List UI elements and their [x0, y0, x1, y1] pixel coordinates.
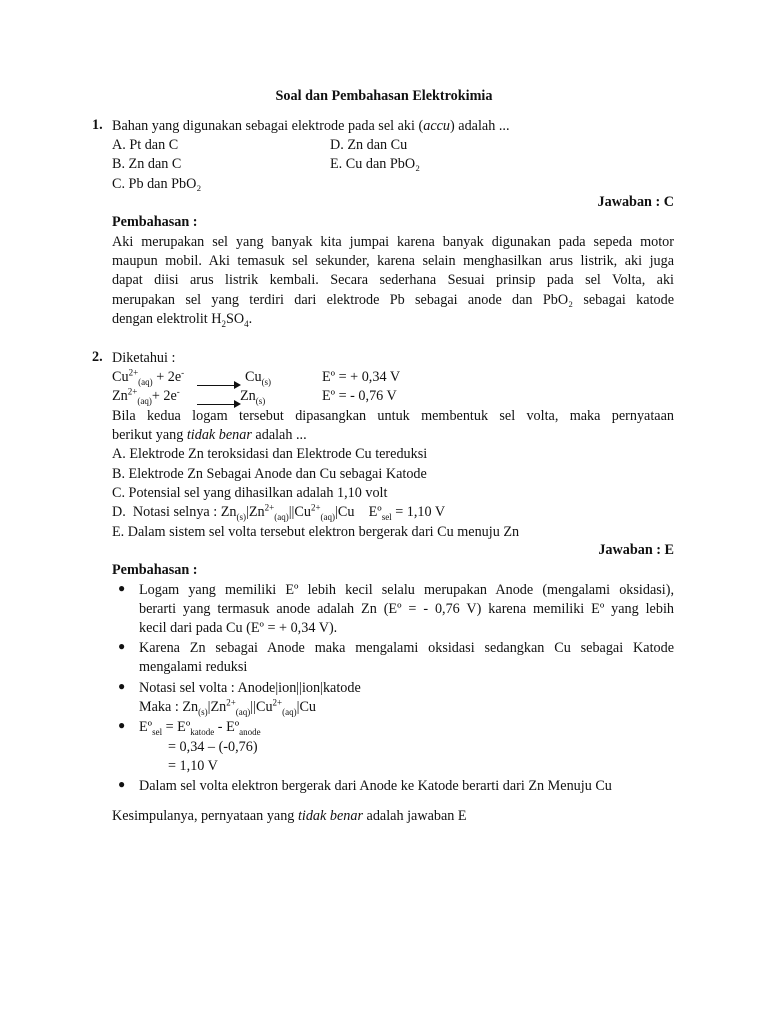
q1-number: 1.	[92, 117, 103, 133]
bullet-icon: ●	[118, 718, 126, 732]
bullet-icon: ●	[118, 777, 126, 791]
q1-option-d: D. Zn dan Cu	[330, 137, 408, 153]
q2-reaction-cu-left: $Cu^{2+}_{(aq)} + 2e^-$	[112, 367, 185, 387]
q2-bullet2-line: mengalami reduksi	[139, 659, 248, 675]
q2-reaction-cu-right: $Cu_{(s)}$	[245, 369, 272, 387]
q2-conclusion-end: adalah jawaban E	[366, 808, 467, 824]
q2-reaction-cu-potential: Eº = + 0,34 V	[322, 369, 401, 385]
q1-discussion-line: dapat diisi arus listrik kembali. Secara sederhana Sesuai prinsip pada sel Volta, aki	[112, 272, 674, 288]
bullet-icon: ●	[118, 581, 126, 595]
q2-bullet1-line: Logam yang memiliki Eº lebih kecil selalu merupakan Anode (mengalami oksidasi),	[139, 582, 674, 598]
q2-calc-line3: = 1,10 V	[168, 758, 218, 774]
q1-option-a: A. Pt dan C	[112, 137, 179, 153]
q1-question: Bahan yang digunakan sebagai elektrode pada sel aki (accu) adalah ...	[112, 118, 510, 134]
q2-bullet3-notation: Notasi sel volta : Anode|ion||ion|katode	[139, 680, 361, 696]
reaction-arrow	[197, 385, 239, 386]
q2-option-d: D. Notasi selnya : $Zn_{(s)}|Zn^{2+}_{(aq)}||Cu^{2+}_{(aq)}|Cu$ Eº$_{sel}$ = 1,10 V	[112, 502, 446, 522]
q2-discussion-heading: Pembahasan :	[112, 562, 198, 578]
q1-option-e: E. Cu dan PbO₂	[330, 156, 421, 172]
q2-given: Diketahui :	[112, 350, 176, 366]
q1-discussion-line: merupakan sel yang terdiri dari elektrode Pb sebagai anode dan PbO₂ sebagai katode	[112, 292, 674, 308]
q1-discussion-line: dengan elektrolit $H_2SO_4$.	[112, 311, 253, 329]
q2-question-line: Bila kedua logam tersebut dipasangkan untuk membentuk sel volta, maka pernyataan	[112, 408, 674, 424]
q2-bullet3-maka: Maka : $Zn_{(s)}|Zn^{2+}_{(aq)}||Cu^{2+}_{(aq)}|Cu$	[139, 697, 317, 717]
q2-option-c: C. Potensial sel yang dihasilkan adalah 1,10 volt	[112, 485, 388, 501]
bullet-icon: ●	[118, 679, 126, 693]
q2-option-b: B. Elektrode Zn Sebagai Anode dan Cu sebagai Katode	[112, 466, 427, 482]
q2-reaction-zn-right: $Zn_{(s)}$	[240, 388, 266, 406]
q2-bullet1-line: berarti yang termasuk anode adalah Zn (Eº = - 0,76 V) karena memiliki Eº yang lebih	[139, 601, 674, 617]
q2-reaction-zn-left: $Zn^{2+}_{(aq)}+ 2e^-$	[112, 386, 180, 406]
q2-number: 2.	[92, 349, 103, 365]
q2-calc-line2: = 0,34 – (-0,76)	[168, 739, 258, 755]
q2-bullet5: Dalam sel volta elektron bergerak dari Anode ke Katode berarti dari Zn Menuju Cu	[139, 778, 612, 794]
q2-conclusion: Kesimpulanya, pernyataan yang tidak benar adalah jawaban E	[112, 808, 467, 824]
q1-discussion-line: maupun mobil. Aki temasuk sel sekunder, karena selain menghasilkan arus listrik, aki juga	[112, 253, 674, 269]
q1-option-b: B. Zn dan C	[112, 156, 182, 172]
q2-option-e: E. Dalam sistem sel volta tersebut elektron bergerak dari Cu menuju Zn	[112, 524, 520, 540]
q2-question-line: berikut yang tidak benar adalah ...	[112, 427, 307, 443]
reaction-arrow	[197, 404, 239, 405]
q2-bullet1-line: kecil dari pada Cu (Eº = + 0,34 V).	[139, 620, 338, 636]
q1-discussion-line: Aki merupakan sel yang banyak kita jumpai karena banyak digunakan pada sepeda motor	[112, 234, 674, 250]
q1-answer: Jawaban : C	[597, 194, 674, 210]
document-title: Soal dan Pembahasan Elektrokimia	[275, 88, 493, 104]
q1-discussion-heading: Pembahasan :	[112, 214, 198, 230]
q1-option-c: C. Pb dan PbO₂	[112, 176, 202, 192]
q2-bullet2-line: Karena Zn sebagai Anode maka mengalami oksidasi sedangkan Cu sebagai Katode	[139, 640, 674, 656]
q2-option-a: A. Elektrode Zn teroksidasi dan Elektrode Cu tereduksi	[112, 446, 428, 462]
q2-calc-line1: Eº$_{sel}$ = Eº$_{katode}$ - Eº$_{anode}$	[139, 719, 261, 737]
bullet-icon: ●	[118, 639, 126, 653]
q2-answer: Jawaban : E	[598, 542, 674, 558]
q2-reaction-zn-potential: Eº = - 0,76 V	[322, 388, 397, 404]
